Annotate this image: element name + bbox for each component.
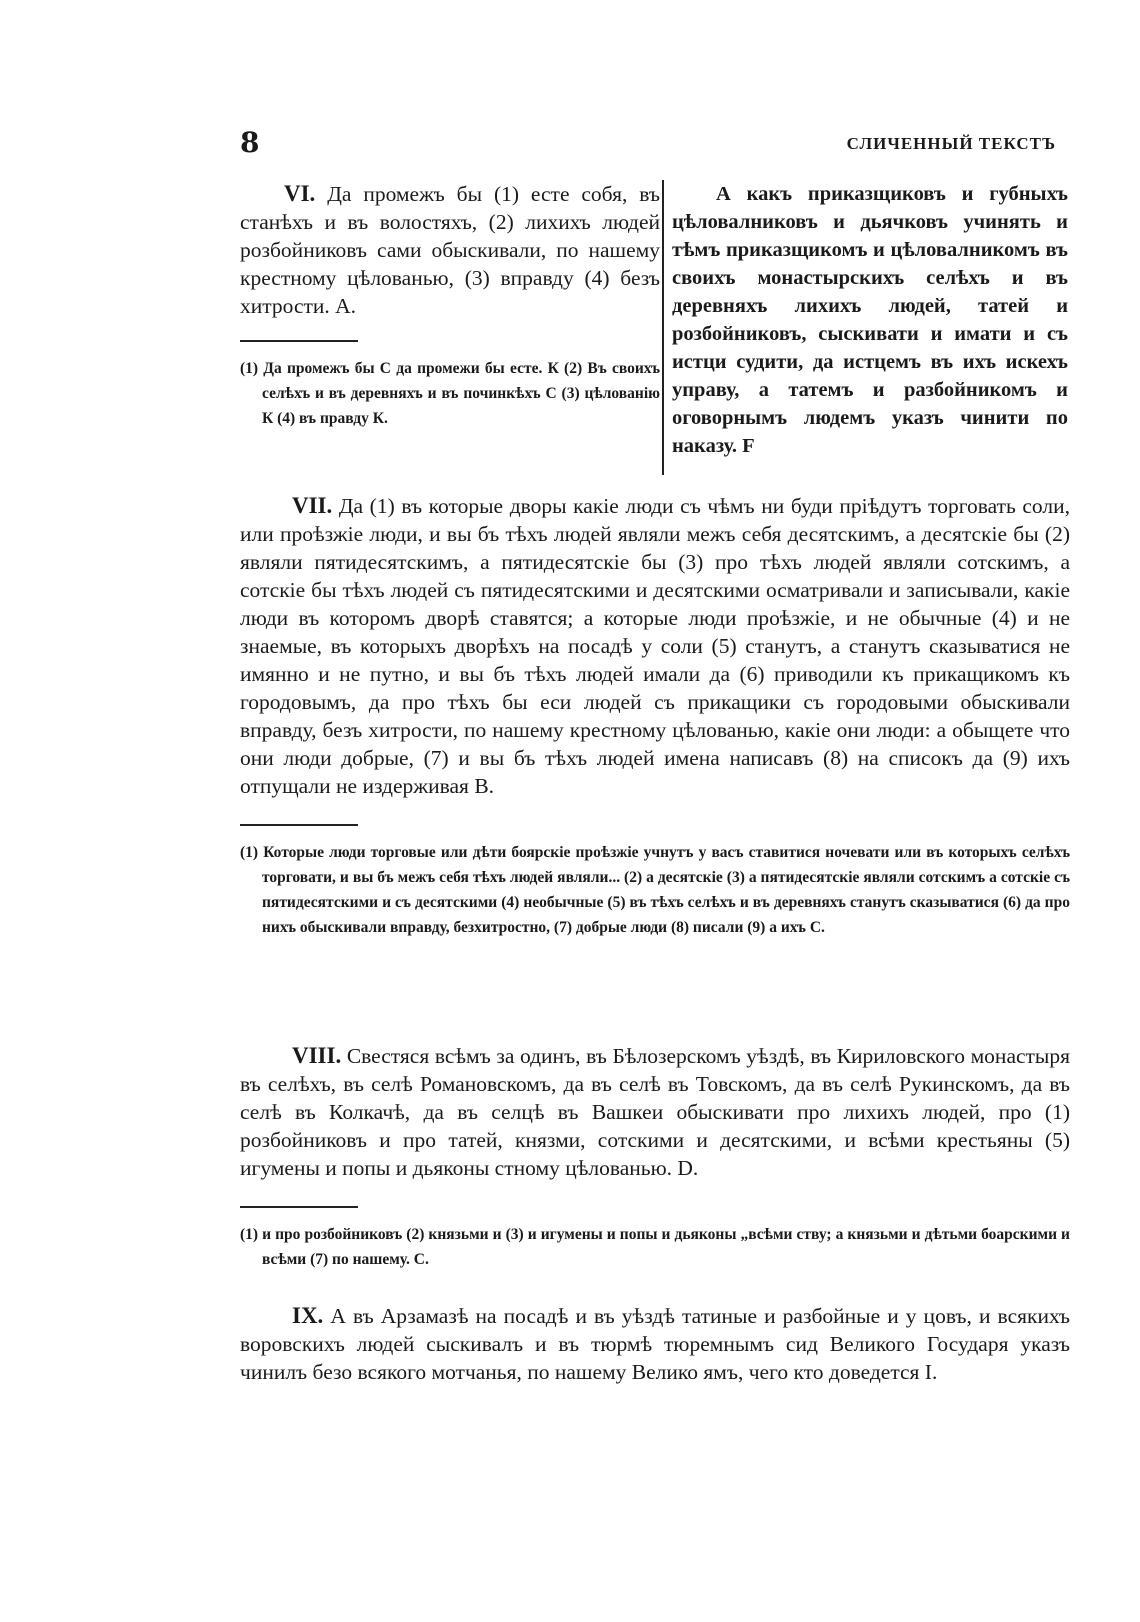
- running-head: СЛИЧЕННЫЙ ТЕКСТЪ: [846, 134, 1056, 153]
- section-ix-numeral: IX.: [292, 1303, 324, 1328]
- section-vi-right-text: А какъ приказщиковъ и губныхъ цѣловалниковъ и дьячковъ учинять и тѣмъ приказщикомъ и цѣловалникомъ въ своихъ монастырскихъ селѣхъ и въ деревняхъ лихихъ людей, татей и розбойниковъ, сыскивати и имати и съ истци судити, да истцемъ въ ихъ искехъ управу, а татемъ и разбойникомъ и оговорнымъ людемъ указъ чинити по наказу. F: [672, 183, 1068, 457]
- footnote-divider: [240, 824, 358, 826]
- section-ix-paragraph: [240, 1302, 1070, 1386]
- section-vi-footnote: (1) Да промежъ бы С да промежи бы есте. К (2) Въ своихъ селѣхъ и въ деревняхъ и въ починкѣхъ С (3) цѣлованію К (4) въ правду К.: [240, 360, 660, 427]
- section-vi-left-column: [240, 180, 660, 431]
- section-viii-numeral: VIII.: [292, 1043, 342, 1068]
- section-vii-text: Да (1) въ которые дворы какіе люди съ чѣмъ ни буди пріѣдутъ торговать соли, или проѣзжіе люди, и вы бъ тѣхъ людей являли межъ себя десятскимъ, а десятскіе бы (2) являли пятидесятскимъ, а пятидесятскіе бы (3) про тѣхъ людей являли сотскимъ, а сотскіе бы тѣхъ людей съ пятидесятскими и десятскими осматривали и записывали, какіе люди въ которомъ дворѣ ставятся; а которые люди проѣзжіе, и не обычные (4) и не знаемые, въ которыхъ дворѣхъ на посадѣ у соли (5) станутъ, а станутъ сказыватися не имянно и не путно, и вы бъ тѣхъ людей имали да (6) приводили къ прикащикомъ къ городовымъ, да про тѣхъ бы еси людей съ прикащики съ городовыми обыскивали вправду, безъ хитрости, по нашему крестному цѣлованью, какіе они люди: а обыщете что они люди добрые, (7) и вы бъ тѣхъ людей имена написавъ (8) на списокъ да (9) ихъ отпущали не издерживая В.: [240, 494, 1071, 798]
- column-divider: [662, 180, 664, 475]
- section-vi: [240, 180, 1070, 480]
- section-vi-right-column: [672, 180, 1068, 460]
- footnote-divider: [240, 340, 358, 342]
- section-vii-paragraph: [240, 492, 1070, 800]
- section-vi-paragraph: [240, 180, 660, 320]
- section-vii-numeral: VII.: [292, 493, 333, 518]
- section-ix: [240, 1302, 1070, 1386]
- section-vi-left-text: Да промежъ бы (1) есте собя, въ станѣхъ и въ волостяхъ, (2) лихихъ людей розбойниковъ сами обыскивали, по нашему крестному цѣлованью, (3) вправду (4) безъ хитрости. А.: [240, 182, 660, 318]
- section-vii-footnote: (1) Которые люди торговые или дѣти боярскіе проѣзжіе учнутъ у васъ ставитися ночевати или въ которыхъ селѣхъ торговати, и вы бъ межъ себя тѣхъ людей являли... (2) а десятскіе (3) а пятидесятскіе являли сотскимъ а сотскіе съ пятидесятскими и съ десятскими (4) необычные (5) въ тѣхъ селѣхъ и въ деревняхъ станутъ сказыватися (6) да про нихъ обыскивали вправду, безхитростно, (7) добрые люди (8) писали (9) а ихъ С.: [240, 844, 1070, 936]
- section-viii: [240, 1042, 1070, 1272]
- section-vi-numeral: VI.: [284, 181, 316, 206]
- section-ix-text: А въ Арзамазѣ на посадѣ и въ уѣздѣ татиные и разбойные и у цовъ, и всякихъ воровскихъ людей сыскивалъ и въ тюрмѣ тюремнымъ сид Великого Государя указъ чинилъ безо всякого мотчанья, по нашему Велико ямъ, чего кто доведется I.: [240, 1304, 1070, 1384]
- page-number: 8: [240, 126, 260, 159]
- section-viii-footnote: (1) и про розбойниковъ (2) князьми и (3) и игумены и попы и дьяконы „всѣми ству; а князьми и дѣтьми боарскими и всѣми (7) по нашему. С.: [240, 1226, 1070, 1268]
- section-vii: [240, 492, 1070, 940]
- section-viii-paragraph: [240, 1042, 1070, 1182]
- footnote-divider: [240, 1206, 358, 1208]
- section-viii-text: Свестяся всѣмъ за одинъ, въ Бѣлозерскомъ уѣздѣ, въ Кириловского монастыря въ селѣхъ, въ селѣ Романовскомъ, да въ селѣ въ Товскомъ, да въ селѣ Рукинскомъ, да въ селѣ въ Колкачѣ, да въ селцѣ въ Вашкеи обыскивати про лихихъ людей, про (1) розбойниковъ и про татей, князми, сотскими и десятскими, и всѣми крестьяны (5) игумены и попы и дьяконы стному цѣлованью. D.: [240, 1044, 1071, 1180]
